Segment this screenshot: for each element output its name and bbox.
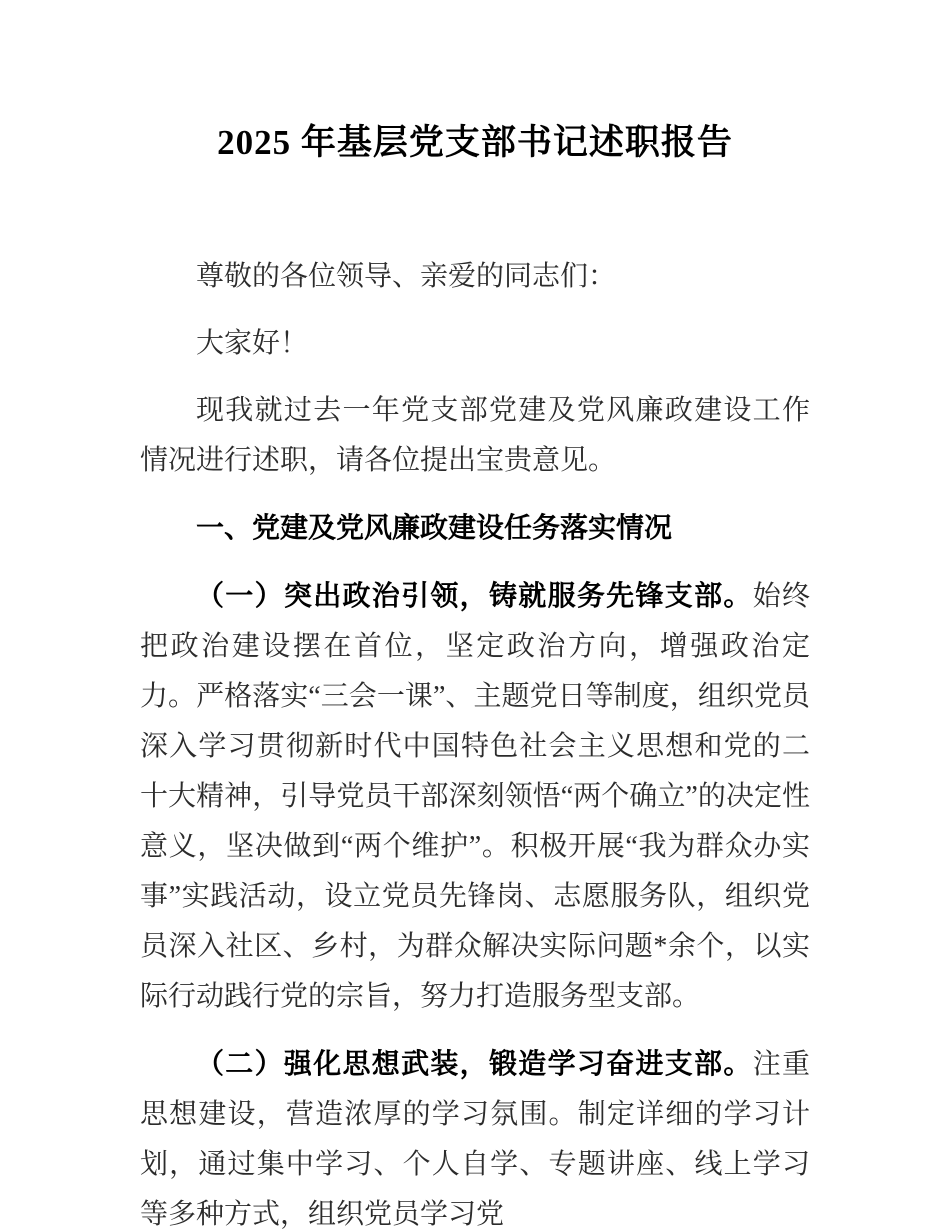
paragraph-greeting: 大家好！ [196,328,309,359]
paragraph-section-1-1 [140,571,810,1022]
paragraph-section-1-1-lead: （一）突出政治引领，铸就服务先锋支部。 [196,580,753,611]
paragraph-salutation: 尊敬的各位领导、亲爱的同志们： [196,261,617,292]
paragraph-intro: 现我就过去一年党支部党建及党风廉政建设工作情况进行述职，请各位提出宝贵意见。 [140,395,810,476]
document-content [0,119,950,1230]
document-title: 2025 年基层党支部书记述职报告 [217,123,733,162]
paragraph-section-1-1-body: 始终把政治建设摆在首位，坚定政治方向，增强政治定力。严格落实“三会一课”、主题党日等制度，组织党员深入学习贯彻新时代中国特色社会主义思想和党的二十大精神，引导党员干部深刻领悟“两个确立”的决定性意义，坚决做到“两个维护”。积极开展“我为群众办实事”实践活动，设立党员先锋岗、志愿服务队，组织党员深入社区、乡村，为群众解决实际问题*余个，以实际行动践行党的宗旨，努力打造服务型支部。 [140,581,810,1012]
paragraph-section-1-2-body: 注重思想建设，营造浓厚的学习氛围。制定详细的学习计划，通过集中学习、个人自学、专题讲座、线上学习等多种方式，组织党员学习党 [140,1049,810,1230]
paragraph-section-1-2-lead: （二）强化思想武装，锻造学习奋进支部。 [196,1048,753,1079]
paragraph-section-1-2 [140,1039,810,1230]
section-heading-1: 一、党建及党风廉政建设任务落实情况 [196,512,673,543]
